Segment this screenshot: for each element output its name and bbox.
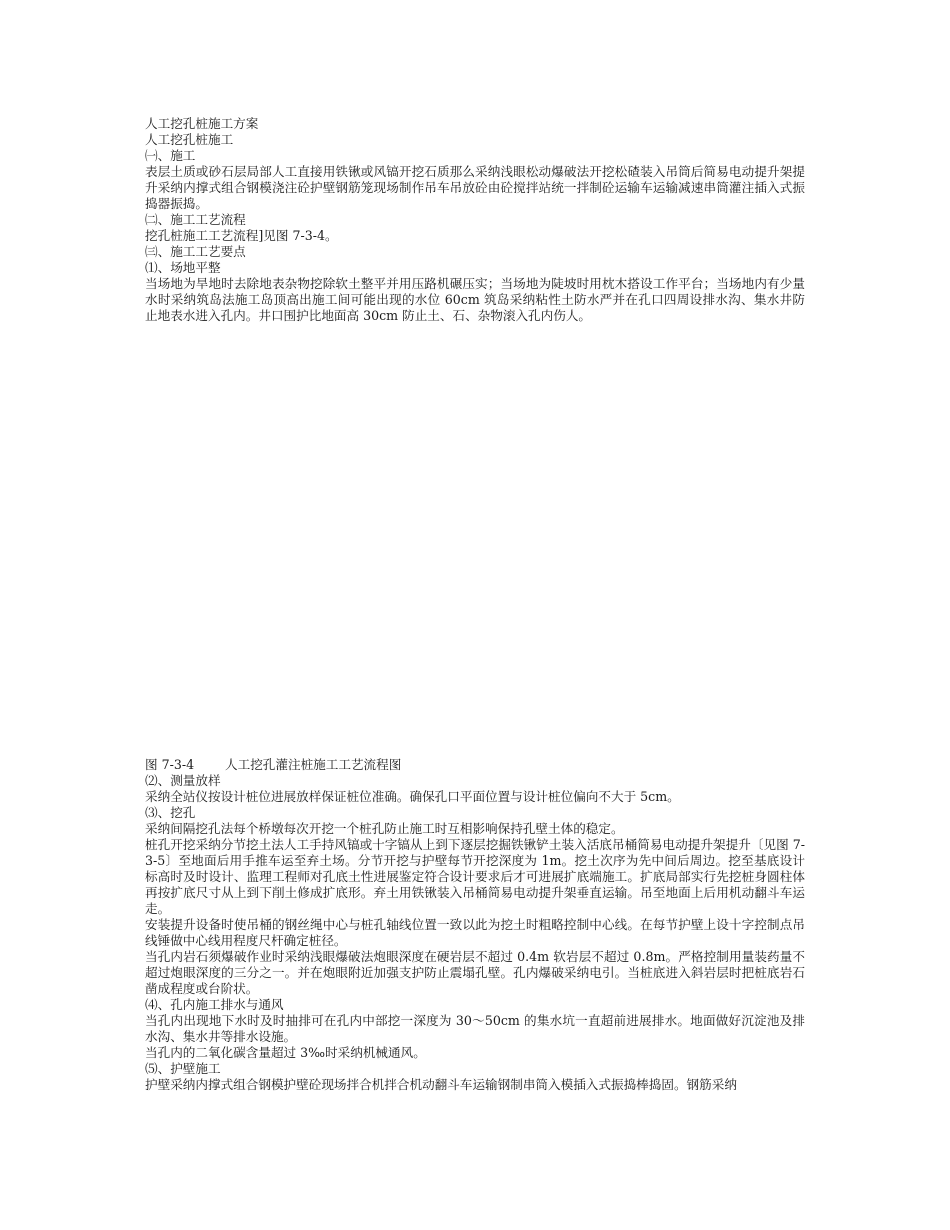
document-lower-block bbox=[145, 757, 805, 1093]
point-5-heading: ⑸、护壁施工 bbox=[145, 1061, 221, 1076]
point-3-heading: ⑶、挖孔 bbox=[145, 805, 196, 820]
figure-caption: 人工挖孔灌注桩施工工艺流程图 bbox=[225, 757, 402, 772]
point-4-heading: ⑷、孔内施工排水与通风 bbox=[145, 997, 284, 1012]
document-subtitle: 人工挖孔桩施工 bbox=[145, 132, 234, 147]
point-4-body-2: 当孔内的二氧化碳含量超过 3‰时采纳机械通风。 bbox=[145, 1045, 426, 1060]
point-4-body-1: 当孔内出现地下水时及时抽排可在孔内中部挖一深度为 30～50cm 的集水坑一直超前进展排水。地面做好沉淀池及排水沟、集水井等排水设施。 bbox=[145, 1013, 805, 1044]
point-2-body: 采纳全站仪按设计桩位进展放样保证桩位准确。确保孔口平面位置与设计桩位偏向不大于 5cm。 bbox=[145, 789, 680, 804]
section-1-heading: ㈠、施工 bbox=[145, 148, 196, 163]
figure-caption-line bbox=[145, 757, 805, 773]
section-2-heading: ㈡、施工工艺流程 bbox=[145, 212, 246, 227]
point-1-body: 当场地为旱地时去除地表杂物挖除软土整平并用压路机碾压实；当场地为陡坡时用枕木搭设工作平台；当场地内有少量水时采纳筑岛法施工岛顶高出施工间可能出现的水位 60cm 筑岛采纳粘性土防水严并在孔口四周设排水沟、集水井防止地表水进入孔内。井口围护比地面高 30cm 防止土、石、杂物滚入孔内伤人。 bbox=[145, 276, 805, 323]
point-1-heading: ⑴、场地平整 bbox=[145, 260, 221, 275]
point-2-heading: ⑵、测量放样 bbox=[145, 773, 221, 788]
figure-placeholder bbox=[145, 340, 805, 740]
document-title: 人工挖孔桩施工方案 bbox=[145, 116, 259, 131]
section-2-body: 挖孔桩施工工艺流程]见图 7-3-4。 bbox=[145, 228, 338, 243]
point-3-body-2: 桩孔开挖采纳分节挖土法人工手持风镐或十字镐从上到下逐层挖掘铁锹铲土装入活底吊桶简易电动提升架提升〔见图 7-3-5〕至地面后用手推车运至弃土场。分节开挖与护壁每节开挖深度为 1m。挖土次序为先中间后周边。挖至基底设计标高时及时设计、监理工程师对孔底土性进展鉴定符合设计要求后才可进展扩底端施工。扩底局部实行先挖桩身圆柱体再按扩底尺寸从上到下削土修成扩底形。弃土用铁锹装入吊桶简易电动提升架垂直运输。吊至地面上后用机动翻斗车运走。 bbox=[145, 837, 805, 916]
document-upper-block bbox=[145, 116, 805, 324]
section-1-body: 表层土质或砂石层局部人工直接用铁锹或风镐开挖石质那么采纳浅眼松动爆破法开挖松碴装入吊筒后简易电动提升架提升采纳内撑式组合钢模浇注砼护壁钢筋笼现场制作吊车吊放砼由砼搅拌站统一拌制砼运输车运输减速串筒灌注插入式振捣器振捣。 bbox=[145, 164, 805, 211]
section-3-heading: ㈢、施工工艺要点 bbox=[145, 244, 246, 259]
point-3-body-4: 当孔内岩石须爆破作业时采纳浅眼爆破法炮眼深度在硬岩层不超过 0.4m 软岩层不超过 0.8m。严格控制用量装药量不超过炮眼深度的三分之一。并在炮眼附近加强支护防止震塌孔壁。孔内爆破采纳电引。当桩底进入斜岩层时把桩底岩石凿成程度或台阶状。 bbox=[145, 949, 805, 996]
point-3-body-3: 安装提升设备时使吊桶的钢丝绳中心与桩孔轴线位置一致以此为挖土时粗略控制中心线。在每节护壁上设十字控制点吊线锤做中心线用程度尺杆确定桩径。 bbox=[145, 917, 805, 948]
figure-label: 图 7-3-4 bbox=[145, 757, 195, 772]
point-3-body-1: 采纳间隔挖孔法每个桥墩每次开挖一个桩孔防止施工时互相影响保持孔壁土体的稳定。 bbox=[145, 821, 624, 836]
point-5-body: 护壁采纳内撑式组合钢模护壁砼现场拌合机拌合机动翻斗车运输钢制串筒入模插入式振捣棒捣固。钢筋采纳 bbox=[145, 1077, 737, 1092]
